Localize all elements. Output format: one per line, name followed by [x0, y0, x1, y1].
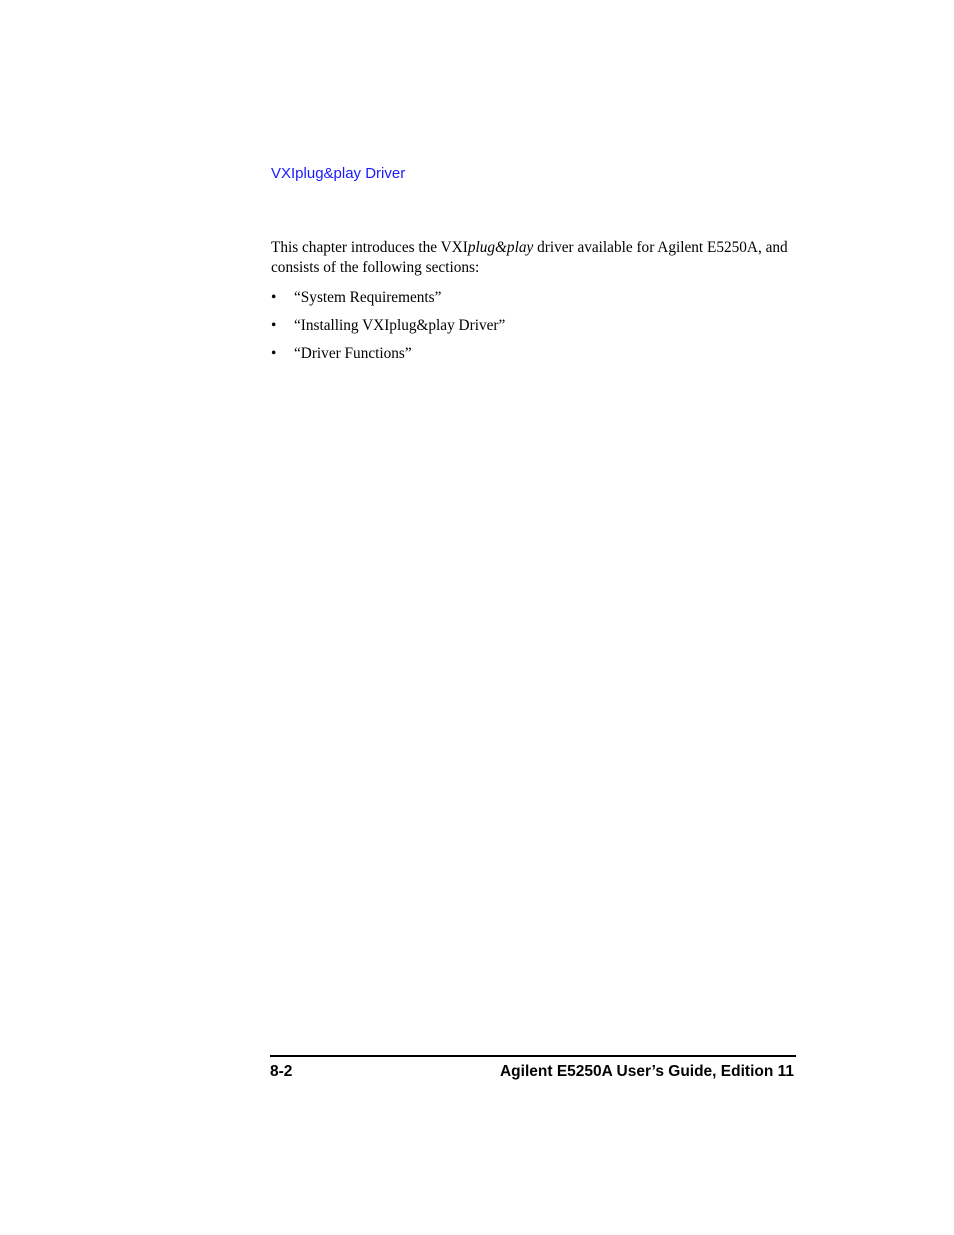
- list-item: [271, 288, 505, 316]
- list-item: [271, 344, 505, 372]
- running-head-link[interactable]: VXIplug&play Driver: [271, 165, 406, 182]
- list-item: [271, 316, 505, 344]
- intro-italic-term: plug&play: [467, 239, 534, 256]
- bullet-icon: •: [271, 289, 277, 306]
- footer-divider: [270, 1055, 796, 1057]
- footer-page-number: 8-2: [270, 1063, 293, 1080]
- intro-paragraph: [271, 238, 801, 277]
- intro-text-end: driver available for Agilent E5250A, and consists of the following sections:: [271, 239, 788, 276]
- intro-text-start: This chapter introduces the VXI: [271, 239, 468, 256]
- section-link-system-requirements[interactable]: “System Requirements”: [294, 289, 442, 306]
- section-link-driver-functions[interactable]: “Driver Functions”: [294, 345, 412, 362]
- bullet-icon: •: [271, 345, 277, 362]
- footer-document-title: Agilent E5250A User’s Guide, Edition 11: [499, 1063, 794, 1080]
- section-list: [271, 288, 505, 372]
- bullet-icon: •: [271, 317, 277, 334]
- section-link-installing-driver[interactable]: “Installing VXIplug&play Driver”: [294, 317, 506, 334]
